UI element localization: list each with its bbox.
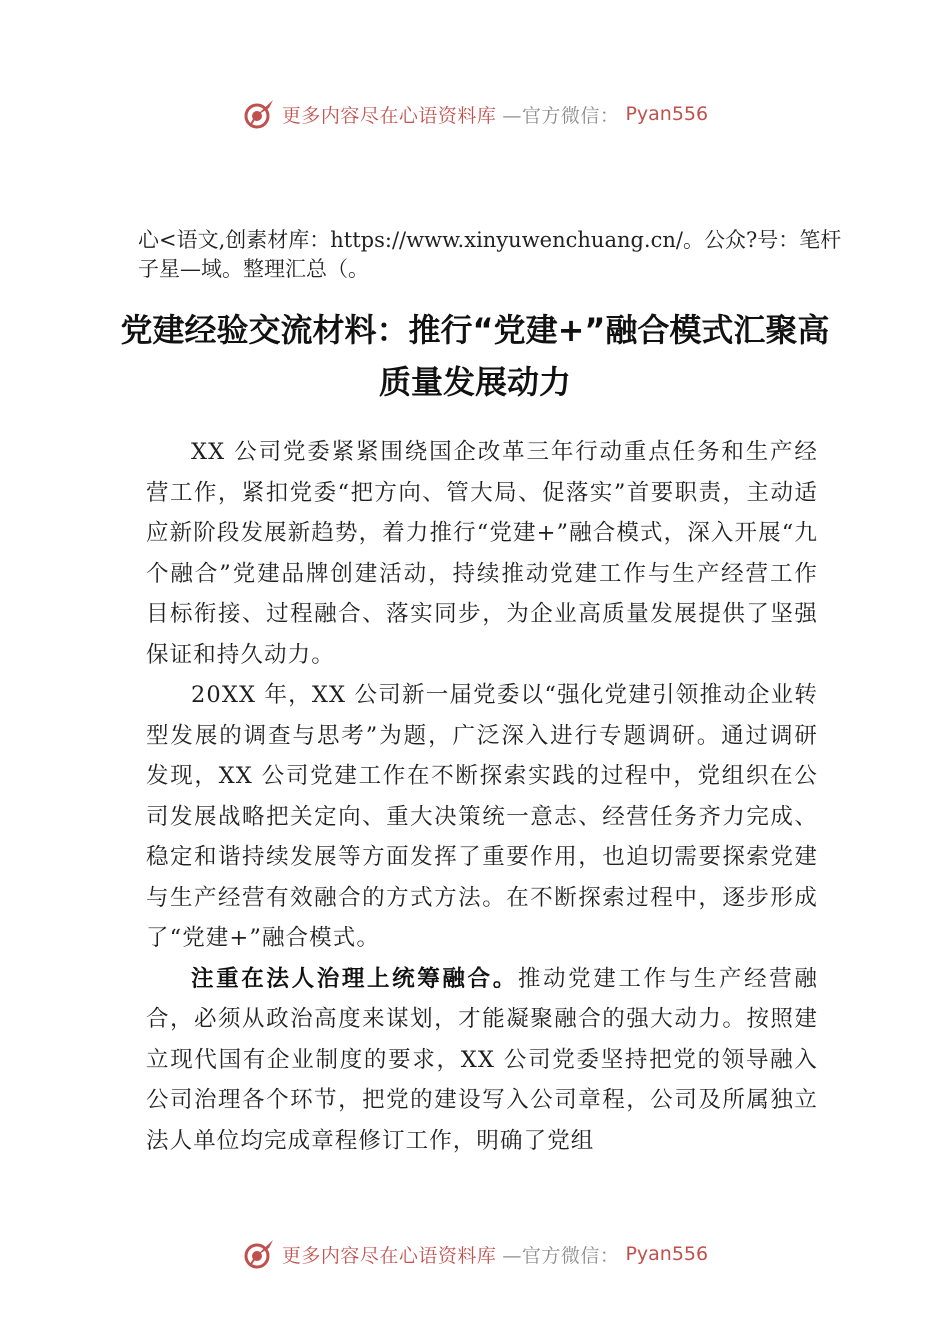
paragraph-text: XX 公司党委紧紧围绕国企改革三年行动重点任务和生产经营工作，紧扣党委“把方向、管大局、促落实”首要职责，主动适应新阶段发展新趋势，着力推行“党建+”融合模式，深入开展“九个融合”党建品牌创建活动，持续推动党建工作与生产经营工作目标衔接、过程融合、落实同步，为企业高质量发展提供了坚强保证和持久动力。 <box>146 439 818 668</box>
quill-logo-icon <box>242 97 276 131</box>
banner-sub-text: —官方微信： <box>502 1244 620 1267</box>
banner-wechat-id: Pyan556 <box>625 103 709 125</box>
paragraph-bold-lead: 注重在法人治理上统筹融合。 <box>191 965 518 992</box>
paragraph-text: 20XX 年，XX 公司新一届党委以“强化党建引领推动企业转型发展的调查与思考”为题，广泛深入进行专题调研。通过调研发现，XX 公司党建工作在不断探索实践的过程中，党组织在公司发展战略把关定向、重大决策统一意志、经营任务齐力完成、稳定和谐持续发展等方面发挥了重要作用，也迫切需要探索党建与生产经营有效融合的方式方法。在不断探索过程中，逐步形成了“党建+”融合模式。 <box>146 682 818 951</box>
footer-banner <box>0 1234 950 1274</box>
source-note: 心<语文,创素材库：https://www.xinyuwenchuang.cn/。公众?号：笔杆子星—域。整理汇总（。 <box>138 228 842 281</box>
document-title: 党建经验交流材料：推行“党建+”融合模式汇聚高质量发展动力 <box>120 311 830 401</box>
banner-sub-text: —官方微信： <box>502 104 620 127</box>
paragraph-text: 推动党建工作与生产经营融合，必须从政治高度来谋划，才能凝聚融合的强大动力。按照建立现代国有企业制度的要求，XX 公司党委坚持把党的领导融入公司治理各个环节，把党的建设写入公司章程，公司及所属独立法人单位均完成章程修订工作，明确了党组 <box>146 965 818 1154</box>
paragraph-1 <box>146 432 818 675</box>
header-banner <box>0 94 950 134</box>
quill-logo-icon <box>242 1237 276 1271</box>
document-body <box>146 432 818 1161</box>
banner-wechat-id: Pyan556 <box>625 1243 709 1265</box>
paragraph-3 <box>146 959 818 1162</box>
banner-main-text: 更多内容尽在心语资料库 <box>281 104 497 127</box>
paragraph-2 <box>146 675 818 959</box>
banner-main-text: 更多内容尽在心语资料库 <box>281 1244 497 1267</box>
